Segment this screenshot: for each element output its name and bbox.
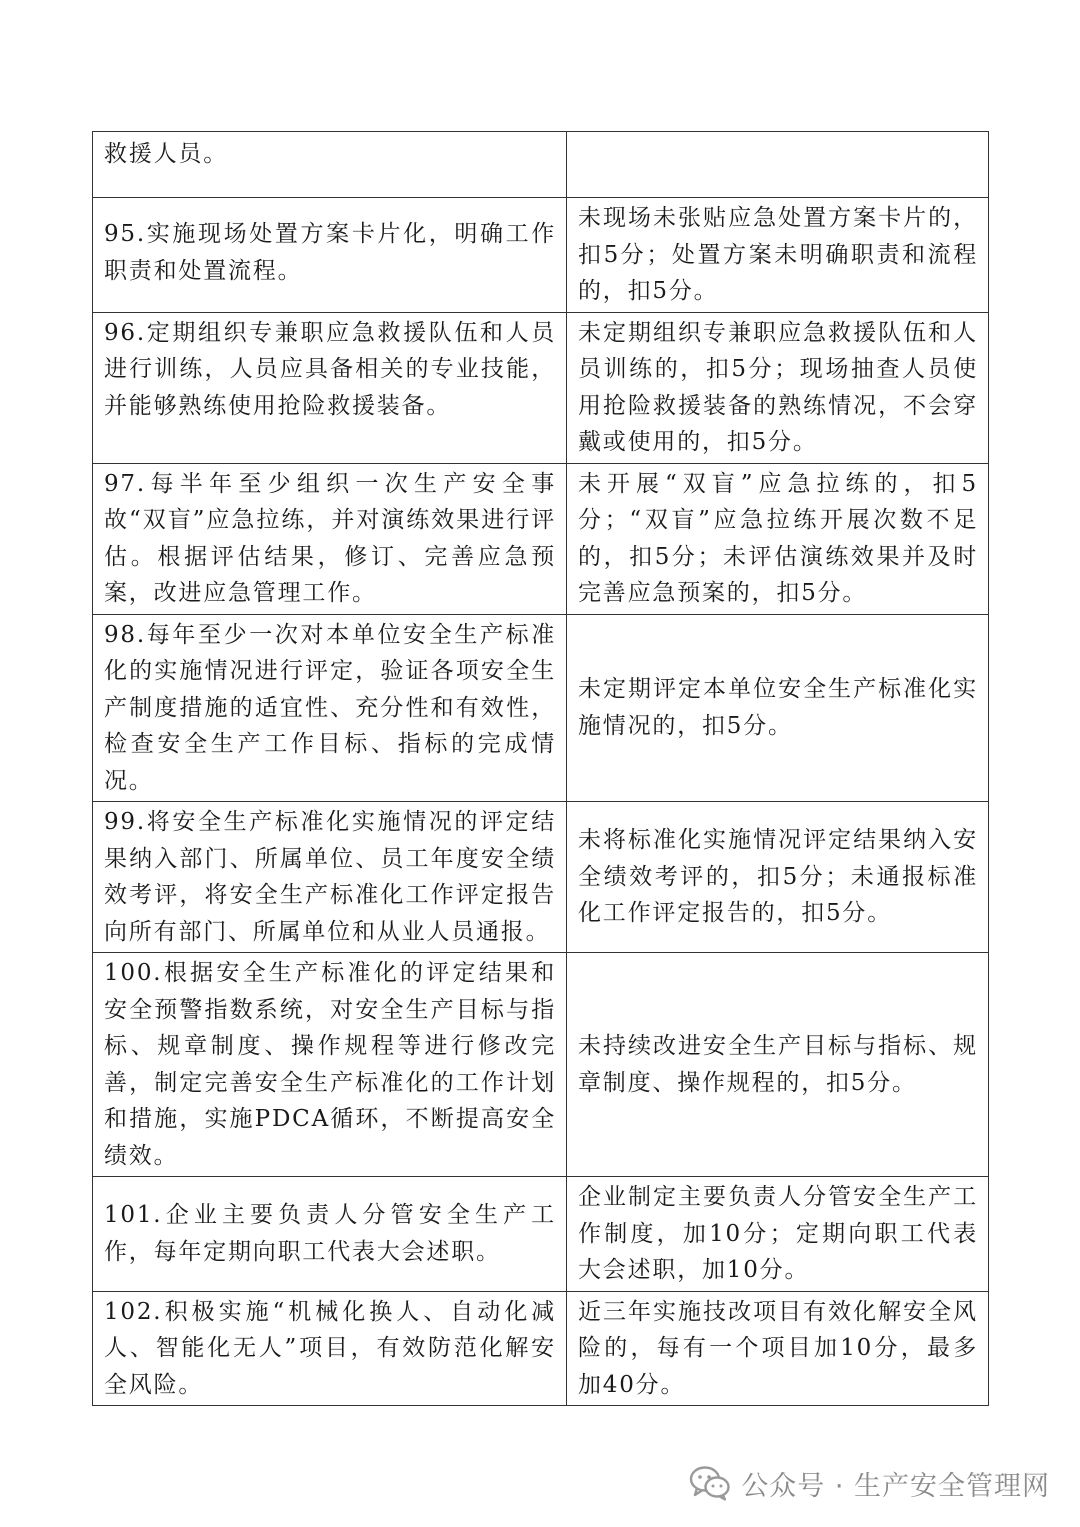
table-row xyxy=(93,614,989,802)
deduction-cell: 未将标准化实施情况评定结果纳入安全绩效考评的，扣5分；未通报标准化工作评定报告的，扣5分。 xyxy=(567,802,989,953)
deduction-cell: 近三年实施技改项目有效化解安全风险的，每有一个项目加10分，最多加40分。 xyxy=(567,1291,989,1406)
requirement-cell: 97.每半年至少组织一次生产安全事故“双盲”应急拉练，并对演练效果进行评估。根据评估结果，修订、完善应急预案，改进应急管理工作。 xyxy=(93,463,567,614)
requirement-cell: 99.将安全生产标准化实施情况的评定结果纳入部门、所属单位、员工年度安全绩效考评，将安全生产标准化工作评定报告向所有部门、所属单位和从业人员通报。 xyxy=(93,802,567,953)
table-row xyxy=(93,198,989,313)
table-row xyxy=(93,1177,989,1292)
deduction-cell: 未开展“双盲”应急拉练的，扣5分；“双盲”应急拉练开展次数不足的，扣5分；未评估演练效果并及时完善应急预案的，扣5分。 xyxy=(567,463,989,614)
wechat-icon xyxy=(689,1465,731,1501)
deduction-cell: 企业制定主要负责人分管安全生产工作制度，加10分；定期向职工代表大会述职，加10分。 xyxy=(567,1177,989,1292)
table-row xyxy=(93,1291,989,1406)
requirement-cell: 100.根据安全生产标准化的评定结果和安全预警指数系统，对安全生产目标与指标、规章制度、操作规程等进行修改完善，制定完善安全生产标准化的工作计划和措施，实施PDCA循环，不断提高安全绩效。 xyxy=(93,953,567,1177)
deduction-cell: 未定期组织专兼职应急救援队伍和人员训练的，扣5分；现场抽查人员使用抢险救援装备的熟练情况，不会穿戴或使用的，扣5分。 xyxy=(567,312,989,463)
deduction-cell: 未定期评定本单位安全生产标准化实施情况的，扣5分。 xyxy=(567,614,989,802)
watermark xyxy=(689,1460,1050,1506)
watermark-text: 公众号 · 生产安全管理网 xyxy=(741,1470,1050,1502)
requirement-cell: 101.企业主要负责人分管安全生产工作，每年定期向职工代表大会述职。 xyxy=(93,1177,567,1292)
deduction-cell xyxy=(567,132,989,198)
requirement-cell: 95.实施现场处置方案卡片化，明确工作职责和处置流程。 xyxy=(93,198,567,313)
table-row xyxy=(93,463,989,614)
table-row xyxy=(93,132,989,198)
requirement-cell: 98.每年至少一次对本单位安全生产标准化的实施情况进行评定，验证各项安全生产制度措施的适宜性、充分性和有效性，检查安全生产工作目标、指标的完成情况。 xyxy=(93,614,567,802)
table-row xyxy=(93,312,989,463)
requirement-cell: 救援人员。 xyxy=(93,132,567,198)
table-row xyxy=(93,802,989,953)
table-row xyxy=(93,953,989,1177)
deduction-cell: 未现场未张贴应急处置方案卡片的，扣5分；处置方案未明确职责和流程的，扣5分。 xyxy=(567,198,989,313)
standards-table xyxy=(92,131,989,1406)
deduction-cell: 未持续改进安全生产目标与指标、规章制度、操作规程的，扣5分。 xyxy=(567,953,989,1177)
requirement-cell: 96.定期组织专兼职应急救援队伍和人员进行训练，人员应具备相关的专业技能，并能够熟练使用抢险救援装备。 xyxy=(93,312,567,463)
requirement-cell: 102.积极实施“机械化换人、自动化减人、智能化无人”项目，有效防范化解安全风险。 xyxy=(93,1291,567,1406)
